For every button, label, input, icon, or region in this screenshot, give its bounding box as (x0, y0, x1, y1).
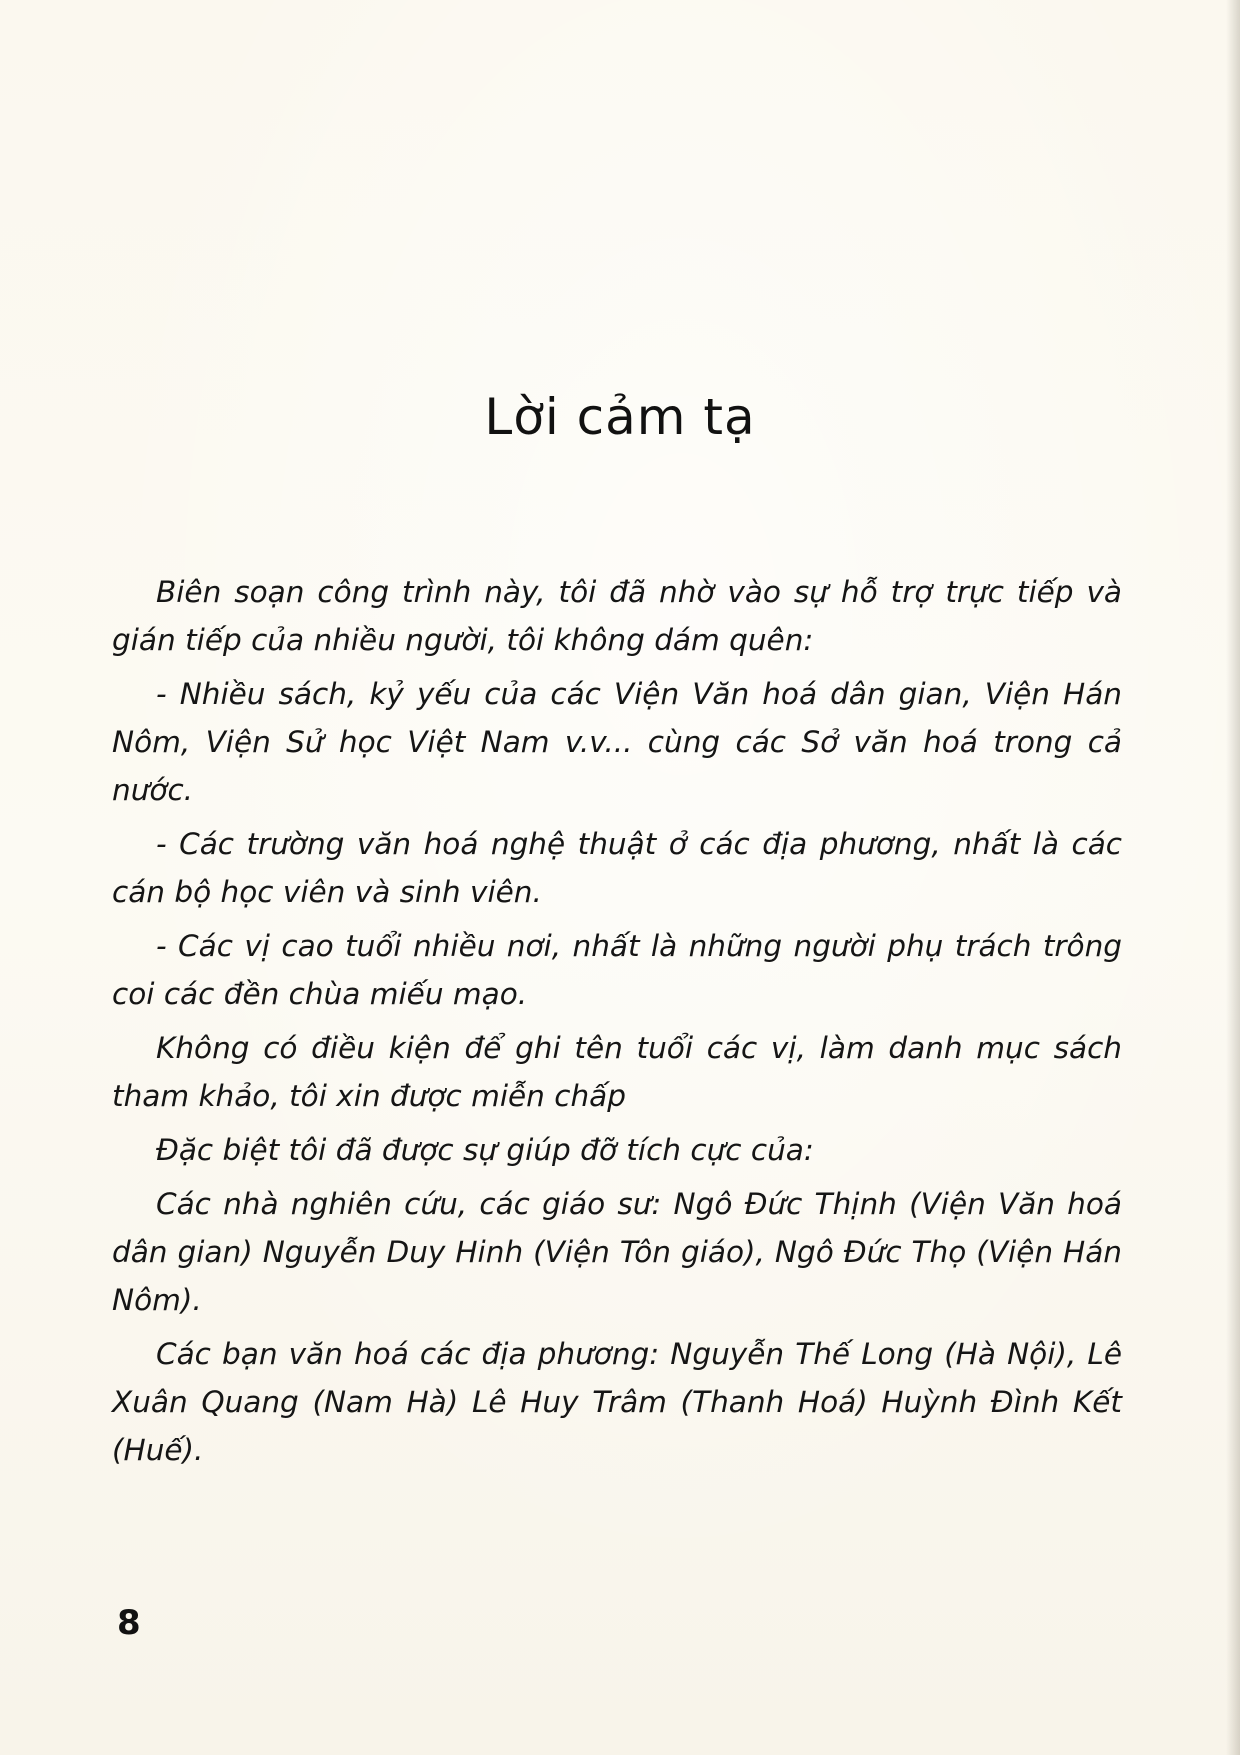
page-title: Lời cảm tạ (484, 388, 756, 446)
paragraph-researchers: Các nhà nghiên cứu, các giáo sư: Ngô Đức Thịnh (Viện Văn hoá dân gian) Nguyễn Duy Hinh (Viện Tôn giáo), Ngô Đức Thọ (Viện Hán Nôm). (112, 1187, 1122, 1317)
paragraph-elders: - Các vị cao tuổi nhiều nơi, nhất là những người phụ trách trông coi các đền chùa miếu mạo. (112, 929, 1122, 1011)
page-spine-shadow (1226, 0, 1240, 1755)
paragraph-intro: Biên soạn công trình này, tôi đã nhờ vào sự hỗ trợ trực tiếp và gián tiếp của nhiều người, tôi không dám quên: (112, 575, 1122, 657)
paragraph-local-friends: Các bạn văn hoá các địa phương: Nguyễn Thế Long (Hà Nội), Lê Xuân Quang (Nam Hà) Lê Huy Trâm (Thanh Hoá) Huỳnh Đình Kết (Huế). (112, 1337, 1122, 1467)
page-number: 8 (117, 1603, 141, 1643)
paragraph-books: - Nhiều sách, kỷ yếu của các Viện Văn hoá dân gian, Viện Hán Nôm, Viện Sử học Việt Nam v.v... cùng các Sở văn hoá trong cả nước. (112, 677, 1122, 807)
paragraph-no-list: Không có điều kiện để ghi tên tuổi các vị, làm danh mục sách tham khảo, tôi xin được miễn chấp (112, 1031, 1122, 1113)
acknowledgement-body (112, 568, 1122, 1480)
paragraph-special-thanks: Đặc biệt tôi đã được sự giúp đỡ tích cực của: (156, 1133, 814, 1167)
paragraph-schools: - Các trường văn hoá nghệ thuật ở các địa phương, nhất là các cán bộ học viên và sinh viên. (112, 827, 1122, 909)
